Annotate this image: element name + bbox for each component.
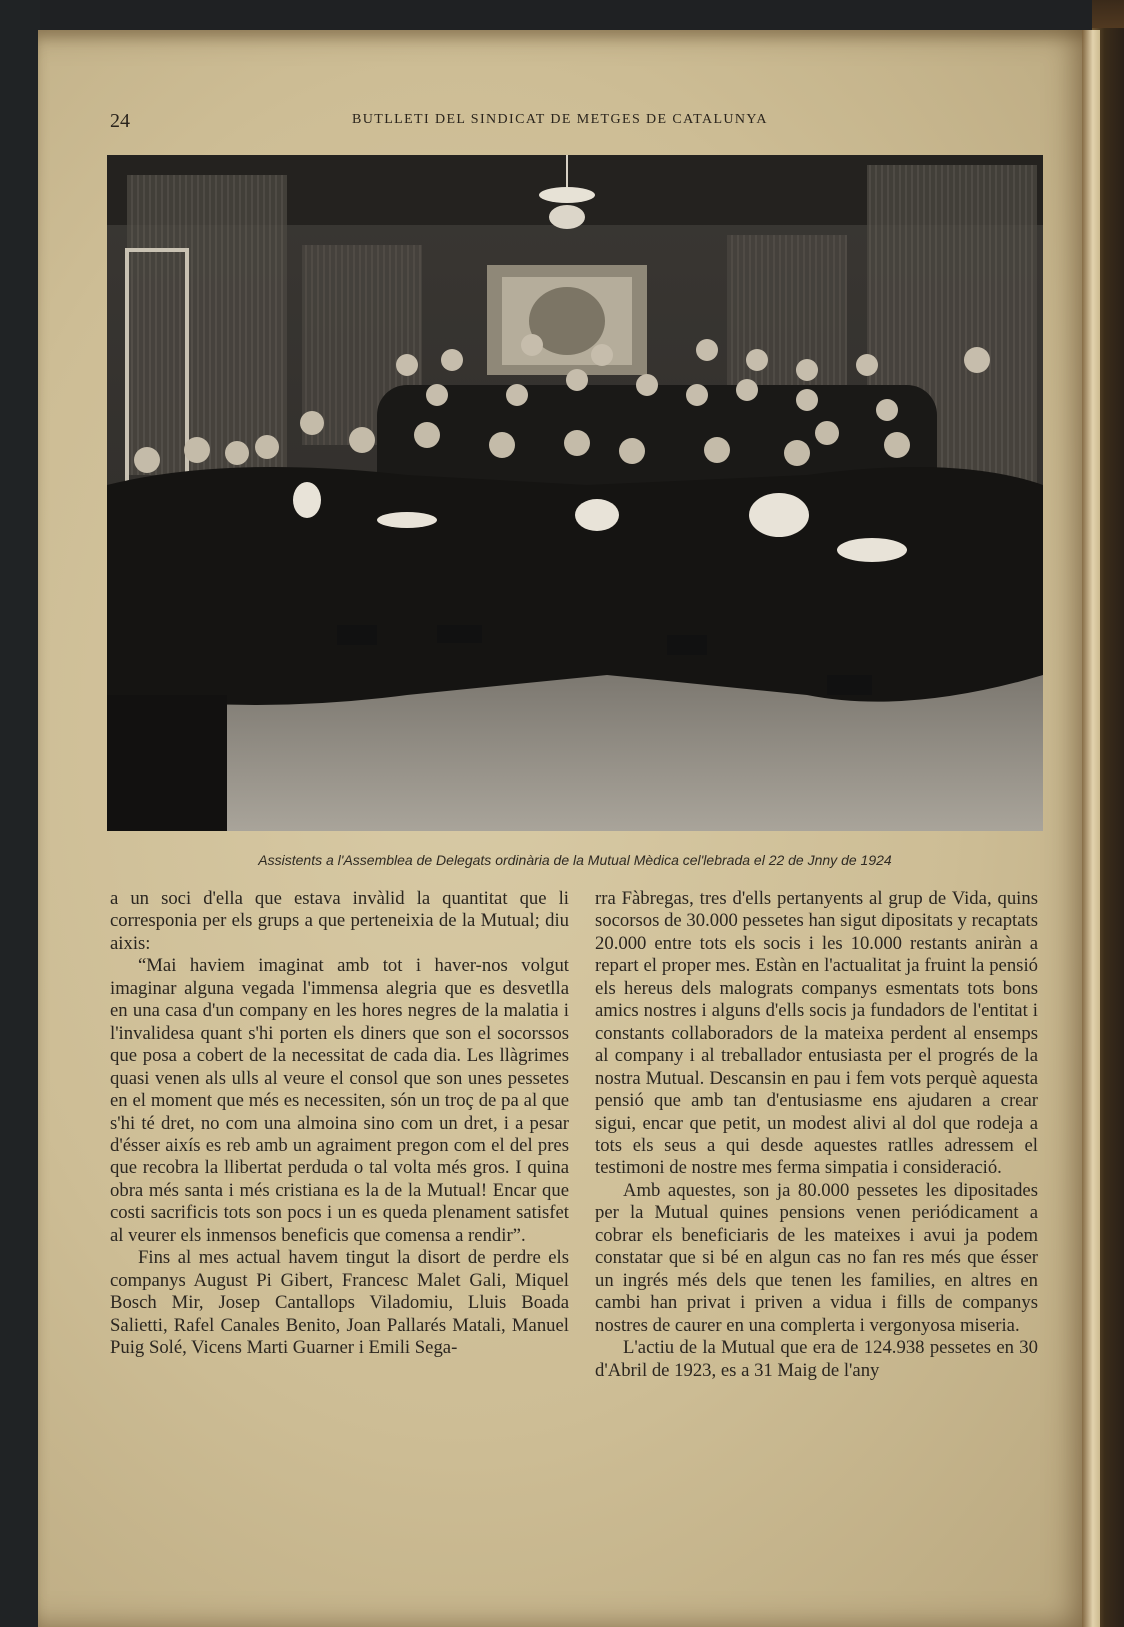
page-number: 24 (110, 110, 130, 132)
paragraph: L'actiu de la Mutual que era de 124.938 pessetes en 30 d'Abril de 1923, es a 31 Maig de l'any (595, 1337, 1038, 1381)
left-column (110, 888, 569, 1360)
right-column (595, 888, 1038, 1382)
group-photograph-icon (107, 155, 1043, 831)
paragraph: Fins al mes actual havem tingut la disort de perdre els companys August Pi Gibert, Francesc Malet Gali, Miquel Bosch Mir, Josep Cantallops Viladomiu, Lluis Boada Salietti, Rafel Canales Benito, Joan Pallarés Matali, Manuel Puig Solé, Vicens Marti Guarner i Emili Sega- (110, 1247, 569, 1359)
paragraph: Amb aquestes, son ja 80.000 pessetes les dipositades per la Mutual quines pensions venen periódicament a cobrar els beneficiaris de les mateixes i avui ja podem constatar que si bé en algun cas no fan res més que ésser un ingrés més dels que tenen les families, en altres en cambi han privat i priven a vidua i fills de companys nostres de caurer en una complerta i vergonyosa miseria. (595, 1179, 1038, 1336)
paragraph: rra Fàbregas, tres d'ells pertanyents al grup de Vida, quins socorsos de 30.000 pessetes han sigut dipositats y recaptats 20.000 entre tots els socis i les 10.000 restants aniràn a repart el proper mes. Estàn en l'actualitat ja fruint la pensió els hereus dels malograts companys esmentats tots bons amics nostres i alguns d'ells socis ja fundadors de l'entitat i constants collaboradors de la mateixa perdent al ensemps al company i al treballador entusiasta per el progrés de la nostra Mutual. Descansin en pau i fem vots perquè aquesta pensió que amb tan d'entusiasme ens ajudaren a crear sigui, encar que petit, un modest alivi al dol que rodeja a tots els seus a qui desde aquestes ratlles adressem el testimoni de nostre mes ferma simpatia i consideració. (595, 888, 1038, 1179)
group-photograph (107, 155, 1043, 831)
paragraph: a un soci d'ella que estava invàlid la quantitat que li corresponia per els grups a que perteneixia de la Mutual; diu aixis: (110, 888, 569, 954)
scanner-background-left (0, 0, 40, 1627)
running-title: BUTLLETI DEL SINDICAT DE METGES DE CATALUNYA (352, 112, 768, 127)
scanner-background-top (0, 0, 1124, 32)
photo-caption: Assistents a l'Assemblea de Delegats ordinària de la Mutual Mèdica cel'lebrada el 22 de Jnny de 1924 (258, 852, 892, 868)
paragraph: “Mai haviem imaginat amb tot i haver-nos volgut imaginar alguna vegada l'immensa alegria que es desvetlla en una casa d'un company en les hores negres de la malatia i l'invalidesa quant s'hi porten els diners que son el socorssos que posa a cobert de la necessitat de cada dia. Les llàgrimes quasi venen als ulls al veure el consol que son unes pessetes en el moment que més es necessiten, són un troç de pa al que s'hi té dret, no com una almoina sino com un dret, i a pesar d'ésser aixís es reb amb un agraiment pregon com el del pres que recobra la llibertat perduda o tal volta més gros. I quina obra més santa i més cristiana es la de la Mutual! Encar que costi sacrificis tots son pocs i un es queda plenament satisfet al veurer els inmensos beneficis que comensa a rendir”. (110, 955, 569, 1246)
page-gutter (1082, 30, 1100, 1627)
